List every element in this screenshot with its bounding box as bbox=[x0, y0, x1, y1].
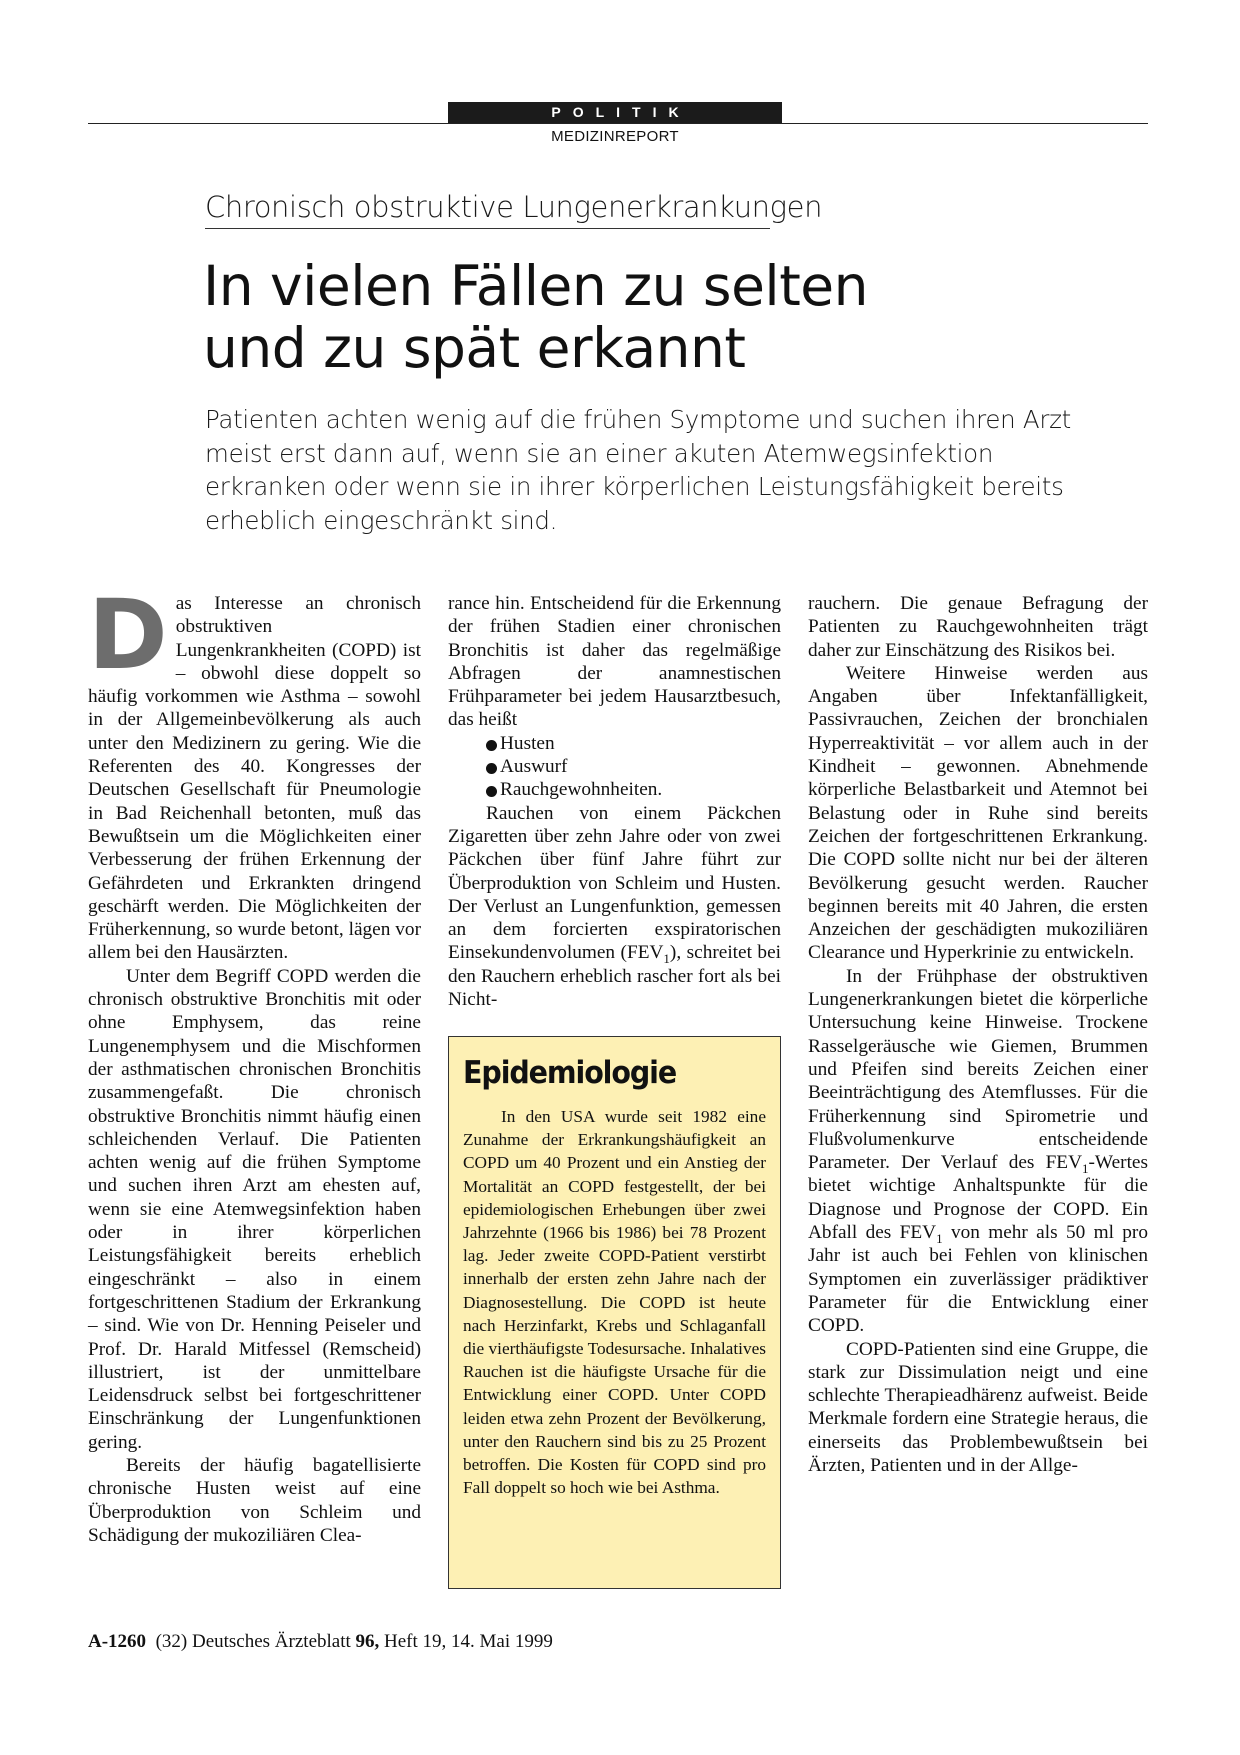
footer-volume: 96, bbox=[355, 1631, 380, 1652]
paragraph-text: von mehr als 50 ml pro Jahr ist auch bei Fehlen von klinischen Symptomen ein zuverlässiger prädiktiver Parameter für die Entwicklung einer COPD. bbox=[808, 1222, 1148, 1337]
body-paragraph bbox=[88, 579, 421, 965]
subscript: 1 bbox=[936, 1230, 943, 1246]
paragraph-text: In der Frühphase der obstruktiven Lungenerkrankungen bietet die körperliche Untersuchung keine Hinweise. Trockene Rasselgeräusche wie Giemen, Brummen und Pfeifen sind bereits Zeichen einer Beeinträchtigung des Atemflusses. Für die Früherkennung sind Spirometrie und Flußvolumenkurve entscheidende Parameter. Der Verlauf des FEV bbox=[808, 965, 1148, 1174]
list-item: Rauchgewohnheiten. bbox=[486, 778, 781, 801]
headline-line: und zu spät erkannt bbox=[203, 316, 746, 380]
body-paragraph: COPD-Patienten sind eine Gruppe, die stark zur Dissimulation neigt und eine schlechte Therapieadhärenz aufweist. Beide Merkmale fordern eine Strategie heraus, die einerseits das Problembewußtsein bei Ärzten, Patienten und in der Allge- bbox=[808, 1338, 1148, 1476]
paragraph-text: as Interesse an chronisch obstruktiven Lungenkrankheiten (COPD) ist – obwohl diese doppelt so häufig vorkommen wie Asthma – sowohl in der Allgemeinbevölkerung als auch unter den Medizinern zu gering. Wie die Referenten des 40. Kongresses der Deutschen Gesellschaft für Pneumologie in Bad Reichenhall betonten, muß das Bewußtsein um die Möglichkeiten einer Verbesserung der frühen Erkennung der Gefährdeten und Erkrankten dringend geschärft werden. Die Möglichkeiten der Früherkennung, so wurde betont, lägen vor allem bei den Hausärzten. bbox=[88, 593, 421, 964]
header-rule bbox=[88, 123, 1148, 124]
body-column-2 bbox=[448, 592, 781, 1011]
box-title: Epidemiologie bbox=[463, 1055, 677, 1091]
body-paragraph: Unter dem Begriff COPD werden die chronisch obstruktive Bronchitis mit oder ohne Emphysem, das reine Lungenemphysem und die Mischformen der asthmatischen chronischen Bronchitis zusammengefaßt. Die chronisch obstruktive Bronchitis nimmt häufig einen schleichenden Verlauf. Die Patienten achten wenig auf die frühen Symptome und suchen ihren Arzt am ehesten auf, wenn sie eine Atemwegsinfektion haben oder in ihrer körperlichen Leistungsfähigkeit bereits erheblich eingeschränkt – also in einem fortgeschrittenen Stadium der Erkrankung – sind. Wie von Dr. Henning Peiseler und Prof. Dr. Harald Mitfessel (Remscheid) illustriert, ist der unmittelbare Leidensdruck selbst bei fortgeschrittener Einschränkung der Lungenfunktionen gering. bbox=[88, 965, 421, 1453]
footer-text: (32) Deutsches Ärzteblatt bbox=[155, 1631, 356, 1652]
lead-line: Patienten achten wenig auf die frühen Symptome und suchen ihren Arzt bbox=[205, 405, 1071, 434]
body-paragraph bbox=[808, 965, 1148, 1338]
body-paragraph: rance hin. Entscheidend für die Erkennung der frühen Stadien einer chronischen Bronchitis ist daher das regelmäßige Abfragen der anamnestischen Frühparameter bei jedem Hausarztbesuch, das heißt bbox=[448, 593, 781, 731]
article-headline bbox=[203, 255, 1103, 379]
footer-text: Heft 19, 14. Mai 1999 bbox=[379, 1631, 553, 1652]
body-paragraph: rauchern. Die genaue Befragung der Patienten zu Rauchgewohnheiten trägt daher zur Einschätzung des Risikos bei. bbox=[808, 593, 1148, 661]
subscript: 1 bbox=[1082, 1160, 1089, 1176]
paragraph-text: ), schreitet bei den Rauchern erheblich rascher fort als bei Nicht- bbox=[448, 942, 781, 1011]
paragraph-text: -Wertes bietet wichtige Anhaltspunkte für die Diagnose und Prognose der COPD. Ein Abfall des FEV bbox=[808, 1152, 1148, 1244]
article-lead bbox=[205, 403, 1085, 537]
list-item: Husten bbox=[486, 732, 781, 755]
page-footer bbox=[88, 1631, 553, 1653]
lead-line: meist erst dann auf, wenn sie an einer akuten Atemwegsinfektion bbox=[205, 438, 994, 468]
lead-line: erkranken oder wenn sie in ihrer körperlichen Leistungsfähigkeit bereits bbox=[205, 472, 1064, 501]
epidemiology-box bbox=[448, 1036, 781, 1589]
body-paragraph: Weitere Hinweise werden aus Angaben über Infektanfälligkeit, Passivrauchen, Zeichen der bronchialen Hyperreaktivität – vor allem auch in der Kindheit – gewonnen. Abnehmende körperliche Belastbarkeit und Atemnot bei Belastung oder in Ruhe sind bereits Zeichen der fortgeschrittenen Erkrankung. Die COPD sollte nicht nur bei der älteren Bevölkerung gesucht werden. Raucher beginnen bereits mit 40 Jahren, die ersten Anzeichen der geschädigten mukoziliären Clearance und Hyperkrinie zu entwickeln. bbox=[808, 662, 1148, 964]
body-paragraph bbox=[448, 802, 781, 1012]
body-paragraph: Bereits der häufig bagatellisierte chronische Husten weist auf eine Überproduktion von Schleim und Schädigung der mukoziliären Clea- bbox=[88, 1454, 421, 1546]
body-column-1 bbox=[88, 579, 421, 1547]
lead-line: erheblich eingeschränkt sind. bbox=[205, 505, 558, 535]
subscript: 1 bbox=[663, 951, 670, 967]
subsection-label: MEDIZINREPORT bbox=[551, 128, 679, 145]
article-kicker: Chronisch obstruktive Lungenerkrankungen bbox=[205, 190, 770, 229]
symptom-list bbox=[448, 732, 781, 802]
body-column-3 bbox=[808, 592, 1148, 1477]
headline-line: In vielen Fällen zu selten bbox=[203, 254, 868, 318]
paragraph-text: Rauchen von einem Päckchen Zigaretten über zehn Jahre oder von zwei Päckchen über fünf Jahre führt zur Überproduktion von Schleim und Husten. Der Verlust an Lungenfunktion, gemessen an dem forcierten exspiratorischen Einsekundenvolumen (FEV bbox=[448, 802, 781, 964]
page-number: A-1260 bbox=[88, 1631, 147, 1652]
drop-cap: D bbox=[88, 579, 168, 691]
section-label: POLITIK bbox=[448, 102, 782, 123]
list-item: Auswurf bbox=[486, 755, 781, 778]
box-text: In den USA wurde seit 1982 eine Zunahme der Erkrankungshäufigkeit an COPD um 40 Prozent und ein Anstieg der Mortalität an COPD festgestellt, der bei epidemiologischen Erhebungen über zwei Jahrzehnte (1966 bis 1986) bei 78 Prozent lag. Jeder zweite COPD-Patient verstirbt innerhalb der ersten zehn Jahre nach der Diagnosestellung. Die COPD ist heute nach Herzinfarkt, Krebs und Schlaganfall die vierthäufigste Todesursache. Inhalatives Rauchen ist die häufigste Ursache für die Entwicklung einer COPD. Unter COPD leiden etwa zehn Prozent der Bevölkerung, unter den Rauchern sind bis zu 25 Prozent betroffen. Die Kosten für COPD sind pro Fall doppelt so hoch wie bei Asthma. bbox=[463, 1107, 766, 1498]
